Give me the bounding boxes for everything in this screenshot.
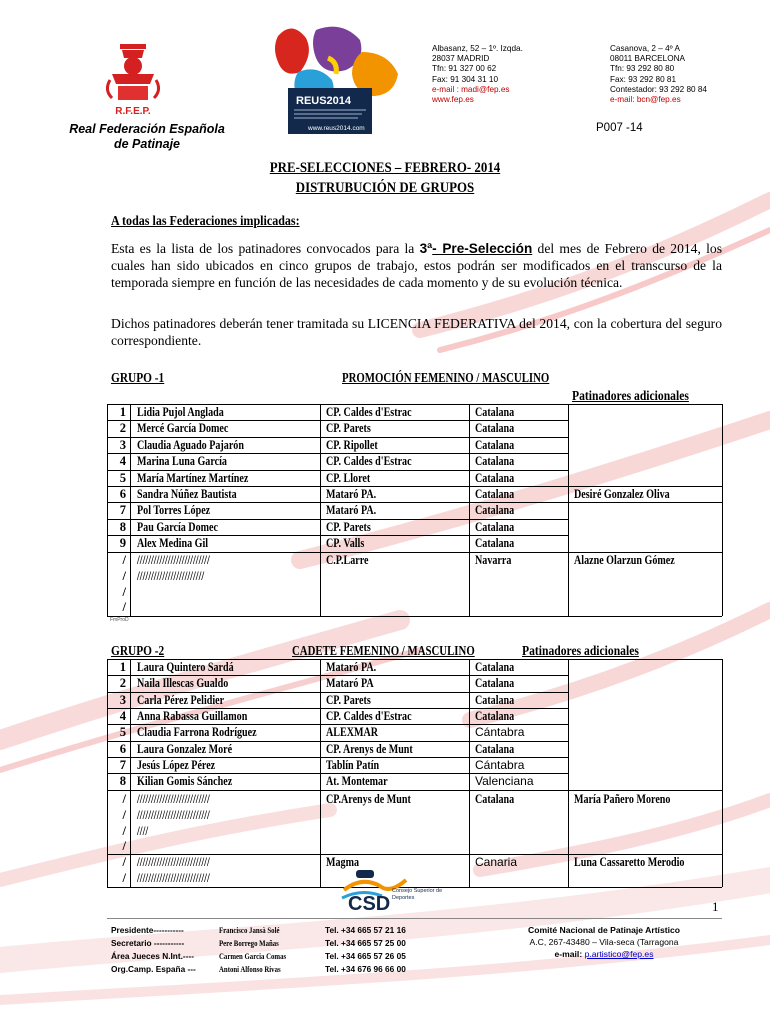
group1-additional-header: Patinadores adicionales xyxy=(572,388,689,403)
madrid-address-line: Albasanz, 52 – 1º. Izqda. xyxy=(432,44,523,53)
club-name: Tablín Patín xyxy=(326,757,380,772)
federation-name: Catalana xyxy=(475,454,515,469)
club-name: CP. Valls xyxy=(326,536,365,551)
group2-label: GRUPO -2 xyxy=(111,643,165,658)
club-name: CP. Ripollet xyxy=(326,437,378,452)
skater-name: Claudia Aguado Pajarón xyxy=(137,437,244,452)
intro-paragraph-1 xyxy=(111,240,722,291)
slash-marker: / xyxy=(122,553,126,567)
club-name: CP. Parets xyxy=(326,519,371,534)
federation-name: Catalana xyxy=(475,519,515,534)
reus2014-logo xyxy=(258,22,408,138)
group2-additional-skater: Luna Cassaretto Merodio xyxy=(574,855,685,869)
intro-text: Esta es la lista de los patinadores convocados para la xyxy=(111,241,420,256)
document-title: PRE-SELECCIONES – FEBRERO- 2014 xyxy=(269,160,501,176)
footer-contact-row xyxy=(111,937,406,950)
row-number: 2 xyxy=(119,676,126,691)
contact-name: Carmen Garcia Comas xyxy=(219,952,287,961)
row-number: 6 xyxy=(119,741,126,756)
document-reference: P007 -14 xyxy=(596,122,643,134)
slash-marker: / xyxy=(122,569,126,583)
csd-logo-badge: CSD xyxy=(348,893,391,915)
skater-name: Claudia Farrona Rodríguez xyxy=(137,725,257,740)
page-number: 1 xyxy=(712,899,719,914)
group1-category: PROMOCIÓN FEMENINO / MASCULINO xyxy=(342,370,550,385)
skater-name: Sandra Núñez Bautista xyxy=(137,487,237,501)
row-number: 8 xyxy=(119,774,126,789)
club-name: CP. Parets xyxy=(326,692,371,707)
rfep-logo-text: R.F.E.P. xyxy=(115,106,151,117)
madrid-address xyxy=(432,44,523,105)
reus2014-logo-title: REUS2014 xyxy=(296,95,352,107)
intro-highlight-text: - Pre-Selección xyxy=(432,241,533,256)
group2-extra-name: ////////////////////////// xyxy=(137,871,210,885)
contact-name: Francisco Jansà Solé xyxy=(219,926,280,935)
contact-role: Presidente----------- xyxy=(111,925,184,935)
skater-name: Jesús López Pérez xyxy=(137,757,216,772)
madrid-phone: Tfn: 91 327 00 62 xyxy=(432,64,497,74)
group2-extra-name: ////////////////////////// xyxy=(137,855,210,869)
committee-email-label: e-mail: xyxy=(554,949,585,959)
slash-marker: / xyxy=(122,808,126,822)
row-number: 1 xyxy=(119,405,126,419)
federation-name: Catalana xyxy=(475,660,515,674)
slash-marker: / xyxy=(122,839,126,853)
group2-extra-federation: Canaria xyxy=(475,855,518,869)
group2-extra-name: ////////////////////////// xyxy=(137,808,210,822)
club-name: ALEXMAR xyxy=(326,725,379,740)
contact-name: Antoni Alfonso Rivas xyxy=(219,965,281,974)
club-name: CP. Parets xyxy=(326,421,371,436)
madrid-email-link[interactable]: e-mail : madi@fep.es xyxy=(432,84,510,94)
federation-name-line2: de Patinaje xyxy=(114,137,180,151)
group2-extra-name: ////////////////////////// xyxy=(137,792,210,806)
fep-website-link[interactable]: www.fep.es xyxy=(432,95,474,105)
document-subtitle: DISTRUBUCIÓN DE GRUPOS xyxy=(295,180,475,196)
small-footnote-mark: FmProD xyxy=(110,617,129,623)
group1-label: GRUPO -1 xyxy=(111,370,165,385)
slash-marker: / xyxy=(122,824,126,838)
skater-name: Pol Torres López xyxy=(137,503,211,518)
group2-category: CADETE FEMENINO / MASCULINO xyxy=(292,643,475,658)
contact-role: Secretario ----------- xyxy=(111,938,185,948)
club-name: CP. Caldes d'Estrac xyxy=(326,454,412,469)
barcelona-address-line: 08011 BARCELONA xyxy=(610,54,685,64)
row-number: 1 xyxy=(119,660,126,674)
federation-name: Catalana xyxy=(475,421,515,436)
rfep-logo xyxy=(100,42,166,118)
skater-name: Alex Medina Gil xyxy=(137,536,209,551)
madrid-address-line: 28037 MADRID xyxy=(432,54,490,64)
group2-additional-skater: María Pañero Moreno xyxy=(574,792,671,806)
group2-extra-name: //// xyxy=(137,824,149,838)
row-number: 3 xyxy=(119,437,126,452)
group1-extra-federation: Navarra xyxy=(475,553,512,567)
contact-phone: Tel. +34 665 57 25 00 xyxy=(325,938,406,948)
federation-name: Catalana xyxy=(475,708,515,723)
club-name: CP. Arenys de Munt xyxy=(326,741,413,756)
club-name: At. Montemar xyxy=(326,774,388,789)
group1-extra-club: C.P.Larre xyxy=(326,553,369,567)
row-number: 9 xyxy=(119,536,126,551)
row-number: 7 xyxy=(119,757,126,772)
barcelona-address xyxy=(610,44,707,105)
intro-heading: A todas las Federaciones implicadas: xyxy=(111,214,300,229)
contact-phone: Tel. +34 665 57 21 16 xyxy=(325,925,406,935)
csd-logo xyxy=(338,868,448,916)
club-name: Mataró PA. xyxy=(326,487,377,501)
skater-name: Mercé García Domec xyxy=(137,421,229,436)
footer-contact-row xyxy=(111,963,406,976)
row-number: 6 xyxy=(119,487,126,501)
club-name: Mataró PA. xyxy=(326,660,377,674)
federation-name: Catalana xyxy=(475,405,515,419)
footer-committee xyxy=(516,924,692,960)
group2-extra-federation: Catalana xyxy=(475,792,515,806)
row-number: 5 xyxy=(119,470,126,485)
group2-additional-header: Patinadores adicionales xyxy=(522,643,639,658)
skater-name: Kilian Gomis Sánchez xyxy=(137,774,233,789)
footer-contact-row xyxy=(111,924,406,937)
group1-extra-name: //////////////////////// xyxy=(137,569,205,583)
row-number: 7 xyxy=(119,503,126,518)
row-number: 2 xyxy=(119,421,126,436)
slash-marker: / xyxy=(122,792,126,806)
contact-phone: Tel. +34 676 96 66 00 xyxy=(325,964,406,974)
intro-paragraph-2: Dichos patinadores deberán tener tramitada su LICENCIA FEDERATIVA del 2014, con la cobertura del seguro correspondiente. xyxy=(111,316,722,348)
federation-name: Catalana xyxy=(475,487,515,501)
federation-name: Cántabra xyxy=(475,725,525,740)
club-name: CP. Caldes d'Estrac xyxy=(326,708,412,723)
club-name: Mataró PA. xyxy=(326,503,377,518)
group2-extra-club: Magma xyxy=(326,855,360,869)
skater-name: Carla Pérez Pelidier xyxy=(137,692,225,707)
federation-name xyxy=(52,122,242,152)
club-name: Mataró PA xyxy=(326,676,374,691)
slash-marker: / xyxy=(122,600,126,614)
federation-name: Catalana xyxy=(475,503,515,518)
barcelona-email-link[interactable]: e-mail: bcn@fep.es xyxy=(610,95,681,105)
row-number: 5 xyxy=(119,725,126,740)
skater-name: Laura Gonzalez Moré xyxy=(137,741,233,756)
reus2014-logo-url: www.reus2014.com xyxy=(308,125,365,132)
barcelona-fax: Fax: 93 292 80 81 xyxy=(610,74,677,84)
committee-name: Comité Nacional de Patinaje Artístico xyxy=(527,925,681,935)
barcelona-address-line: Casanova, 2 – 4º A xyxy=(610,44,680,53)
contact-name: Pere Borrego Mañas xyxy=(219,939,279,948)
intro-text: del mes de Febrero de 2014, los cuales han sido ubicados en cinco grupos de trabajo, estos podrán ser modificados en el transcurso de la temporada siempre en función de las necesidades de cada momento y de su evolución técnica. xyxy=(111,241,723,290)
barcelona-phone: Tfn: 93 292 80 80 xyxy=(610,64,675,74)
group2-extra-club: CP.Arenys de Munt xyxy=(326,792,411,806)
group1-extra-name: ////////////////////////// xyxy=(137,553,210,567)
row-number: 8 xyxy=(119,519,126,534)
footer-contact-row xyxy=(111,950,406,963)
committee-address: A.C, 267-43480 – Vila-seca (Tarragona xyxy=(529,937,679,947)
footer-contacts xyxy=(111,924,406,976)
federation-name: Catalana xyxy=(475,470,515,485)
slash-marker: / xyxy=(122,871,126,885)
federation-name: Catalana xyxy=(475,536,515,551)
skater-name: Marina Luna García xyxy=(137,454,227,469)
csd-logo-text: Consejo Superior de Deportes xyxy=(392,888,443,901)
club-name: CP. Lloret xyxy=(326,470,371,485)
contact-phone: Tel. +34 665 57 26 05 xyxy=(325,951,406,961)
slash-marker: / xyxy=(122,855,126,869)
skater-name: Lidia Pujol Anglada xyxy=(137,405,224,419)
committee-email-link[interactable]: p.artistico@fep.es xyxy=(584,949,654,959)
federation-name: Catalana xyxy=(475,741,515,756)
federation-name: Catalana xyxy=(475,437,515,452)
skater-name: Naila Illescas Gualdo xyxy=(137,676,229,691)
slash-marker: / xyxy=(122,585,126,599)
skater-name: María Martínez Martínez xyxy=(137,470,249,485)
skater-name: Laura Quintero Sardá xyxy=(137,660,234,674)
federation-name-line1: Real Federación Española xyxy=(69,122,225,136)
federation-name: Cántabra xyxy=(475,757,525,772)
contact-role: Área Jueces N.Int.---- xyxy=(111,951,194,961)
skater-name: Pau García Domec xyxy=(137,519,218,534)
group1-additional-skater: Alazne Olarzun Gómez xyxy=(574,553,675,567)
group1-additional-skater: Desiré Gonzalez Oliva xyxy=(574,487,670,501)
madrid-fax: Fax: 91 304 31 10 xyxy=(432,74,499,84)
row-number: 4 xyxy=(119,454,126,469)
club-name: CP. Caldes d'Estrac xyxy=(326,405,412,419)
contact-role: Org.Camp. España --- xyxy=(111,964,196,974)
federation-name: Catalana xyxy=(475,692,515,707)
intro-highlight-number: 3ª xyxy=(419,241,433,256)
barcelona-answering-machine: Contestador: 93 292 80 84 xyxy=(610,84,707,94)
row-number: 4 xyxy=(119,708,126,723)
skater-name: Anna Rabassa Guillamon xyxy=(137,708,248,723)
federation-name: Valenciana xyxy=(475,774,534,789)
federation-name: Catalana xyxy=(475,676,515,691)
row-number: 3 xyxy=(119,692,126,707)
